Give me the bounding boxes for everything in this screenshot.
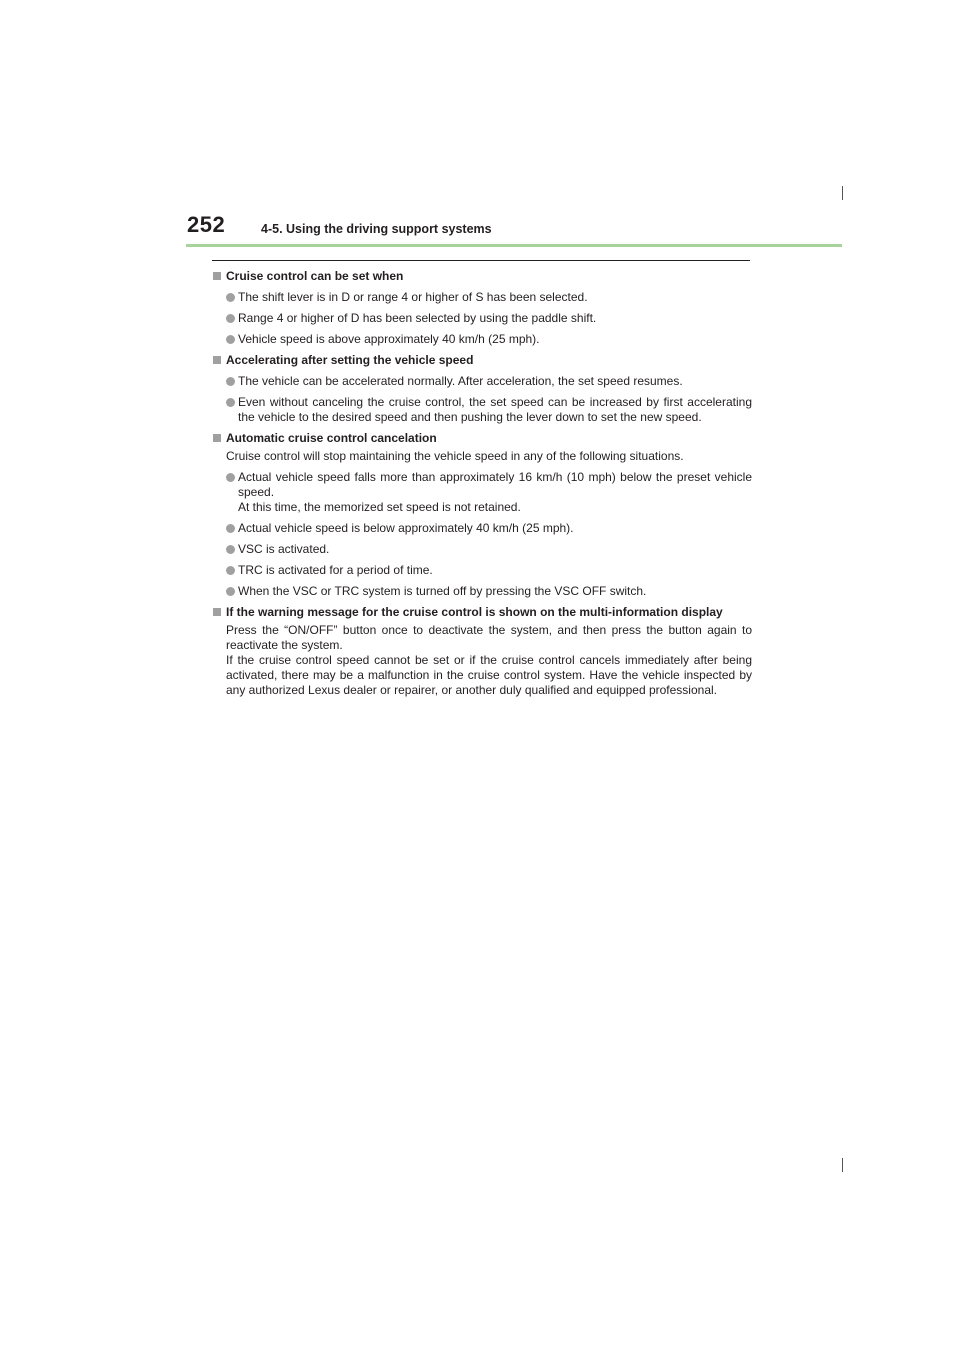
- list-item: Range 4 or higher of D has been selected by using the paddle shift.: [226, 311, 752, 326]
- list-item: Vehicle speed is above approximately 40 km/h (25 mph).: [226, 332, 752, 347]
- circle-bullet-icon: [226, 524, 235, 533]
- square-bullet-icon: [213, 608, 221, 616]
- circle-bullet-icon: [226, 293, 235, 302]
- section-accelerating: [212, 353, 752, 425]
- list-item: Even without canceling the cruise control, the set speed can be increased by first accelerating the vehicle to the desired speed and then pushing the lever down to set the new speed.: [226, 395, 752, 425]
- content-area: [212, 269, 752, 698]
- circle-bullet-icon: [226, 398, 235, 407]
- square-bullet-icon: [213, 272, 221, 280]
- circle-bullet-icon: [226, 566, 235, 575]
- list-item: Actual vehicle speed is below approximately 40 km/h (25 mph).: [226, 521, 752, 536]
- section-warning-message: [212, 605, 752, 698]
- circle-bullet-icon: [226, 335, 235, 344]
- header-rule: [186, 244, 842, 247]
- section-automatic-cancelation: [212, 431, 752, 599]
- square-bullet-icon: [213, 434, 221, 442]
- section-heading: Accelerating after setting the vehicle speed: [212, 353, 752, 368]
- section-heading: Cruise control can be set when: [212, 269, 752, 284]
- list-item: TRC is activated for a period of time.: [226, 563, 752, 578]
- crop-mark-bottom: [842, 1158, 843, 1172]
- content-divider: [212, 260, 750, 261]
- list-item: VSC is activated.: [226, 542, 752, 557]
- circle-bullet-icon: [226, 314, 235, 323]
- section-heading: Automatic cruise control cancelation: [212, 431, 752, 446]
- section-paragraph: Press the “ON/OFF” button once to deactivate the system, and then press the button again to reactivate the system. If the cruise control speed cannot be set or if the cruise control cancels immediately after being activated, there may be a malfunction in the cruise control system. Have the vehicle inspected by any authorized Lexus dealer or repairer, or another duly qualified and equipped professional.: [226, 623, 752, 697]
- circle-bullet-icon: [226, 377, 235, 386]
- crop-mark-top: [842, 186, 843, 200]
- circle-bullet-icon: [226, 473, 235, 482]
- list-item: Actual vehicle speed falls more than approximately 16 km/h (10 mph) below the preset vehicle speed. At this time, the memorized set speed is not retained.: [226, 470, 752, 515]
- list-item: The shift lever is in D or range 4 or higher of S has been selected.: [226, 290, 752, 305]
- circle-bullet-icon: [226, 587, 235, 596]
- list-item: When the VSC or TRC system is turned off by pressing the VSC OFF switch.: [226, 584, 752, 599]
- section-cruise-set-conditions: [212, 269, 752, 347]
- section-title: 4-5. Using the driving support systems: [261, 222, 492, 236]
- list-item: The vehicle can be accelerated normally. After acceleration, the set speed resumes.: [226, 374, 752, 389]
- bullet-note: At this time, the memorized set speed is not retained.: [238, 500, 521, 514]
- square-bullet-icon: [213, 356, 221, 364]
- section-heading: If the warning message for the cruise control is shown on the multi-information display: [212, 605, 752, 620]
- circle-bullet-icon: [226, 545, 235, 554]
- page-number: 252: [187, 212, 226, 237]
- section-intro: Cruise control will stop maintaining the vehicle speed in any of the following situations.: [226, 449, 684, 463]
